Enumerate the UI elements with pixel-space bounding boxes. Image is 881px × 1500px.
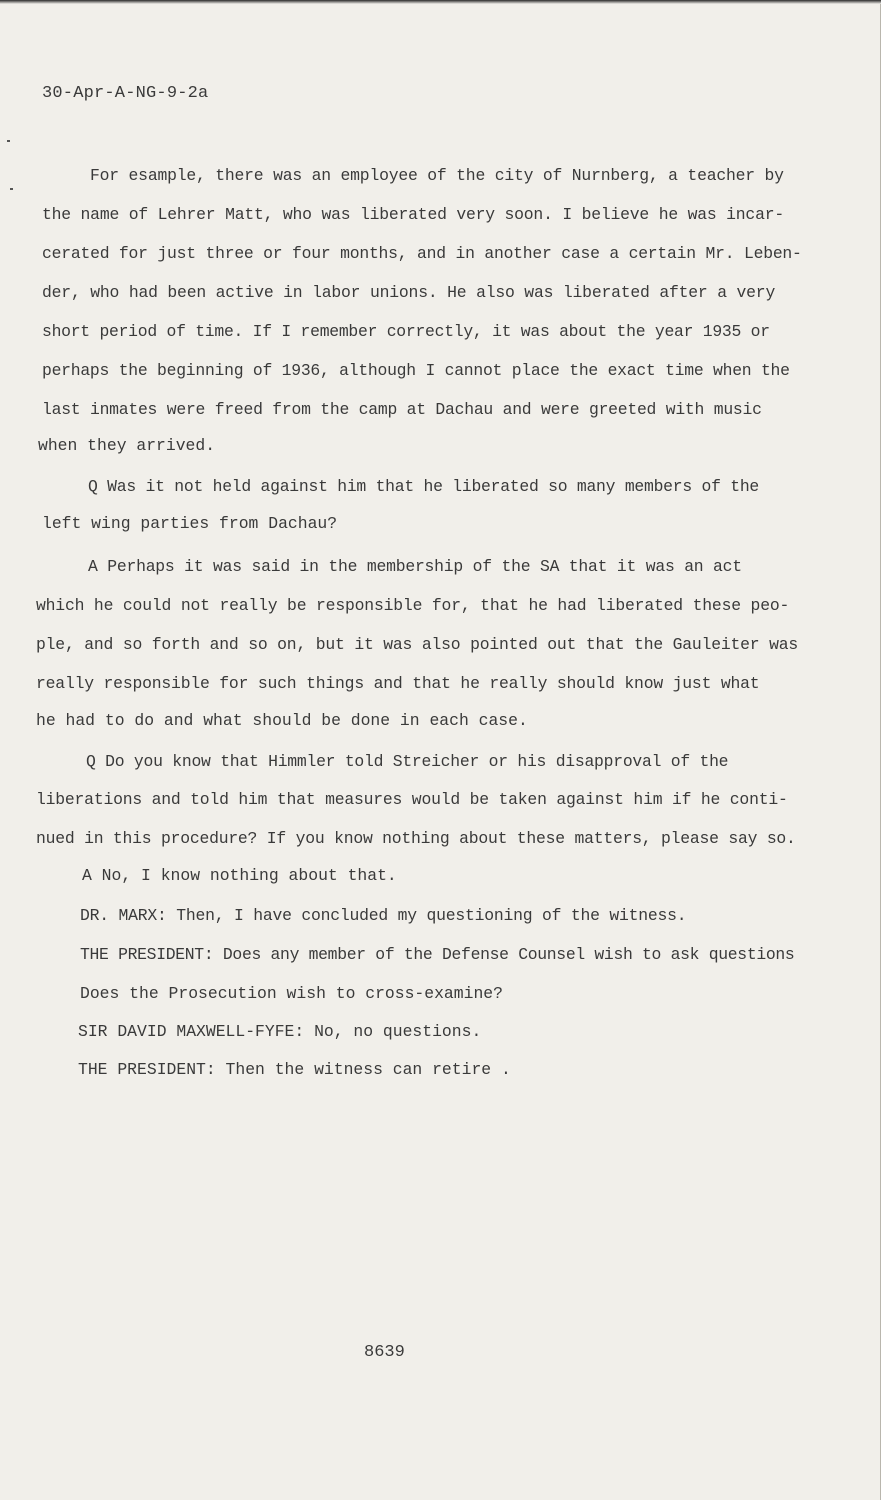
question-line: Q Was it not held against him that he liberated so many members of the <box>88 477 760 496</box>
text-line: liberations and told him that measures would be taken against him if he conti- <box>36 790 788 809</box>
text-line: For esample, there was an employee of the city of Nurnberg, a teacher by <box>90 166 784 185</box>
text-line: short period of time. If I remember correctly, it was about the year 1935 or <box>42 322 770 341</box>
text-line: he had to do and what should be done in each case. <box>36 711 528 730</box>
text-line: cerated for just three or four months, and in another case a certain Mr. Leben- <box>42 244 802 263</box>
text-line: perhaps the beginning of 1936, although I cannot place the exact time when the <box>42 361 790 380</box>
speaker-line: THE PRESIDENT: Does any member of the Defense Counsel wish to ask questions <box>80 945 795 964</box>
margin-mark <box>7 140 10 142</box>
text-line: Does the Prosecution wish to cross-examine? <box>80 984 503 1003</box>
document-reference: 30-Apr-A-NG-9-2a <box>42 84 209 103</box>
speaker-line: SIR DAVID MAXWELL-FYFE: No, no questions. <box>78 1022 482 1041</box>
text-line: which he could not really be responsible for, that he had liberated these peo- <box>36 596 790 615</box>
text-line: left wing parties from Dachau? <box>42 514 338 533</box>
answer-line: A Perhaps it was said in the membership of the SA that it was an act <box>88 557 742 576</box>
text-line: when they arrived. <box>38 436 216 455</box>
page-top-edge <box>0 0 881 4</box>
question-line: Q Do you know that Himmler told Streicher or his disapproval of the <box>86 752 729 771</box>
text-line: really responsible for such things and that he really should know just what <box>36 674 760 693</box>
text-line: der, who had been active in labor unions. He also was liberated after a very <box>42 283 776 302</box>
speaker-line: DR. MARX: Then, I have concluded my questioning of the witness. <box>80 906 687 925</box>
answer-line: A No, I know nothing about that. <box>82 866 397 885</box>
margin-mark <box>10 188 13 190</box>
text-line: nued in this procedure? If you know nothing about these matters, please say so. <box>36 829 796 848</box>
page-number: 8639 <box>364 1343 405 1362</box>
text-line: last inmates were freed from the camp at Dachau and were greeted with music <box>42 400 762 419</box>
text-line: ple, and so forth and so on, but it was also pointed out that the Gauleiter was <box>36 635 799 654</box>
text-line: the name of Lehrer Matt, who was liberated very soon. I believe he was incar- <box>42 205 784 224</box>
speaker-line: THE PRESIDENT: Then the witness can retire . <box>78 1060 511 1079</box>
